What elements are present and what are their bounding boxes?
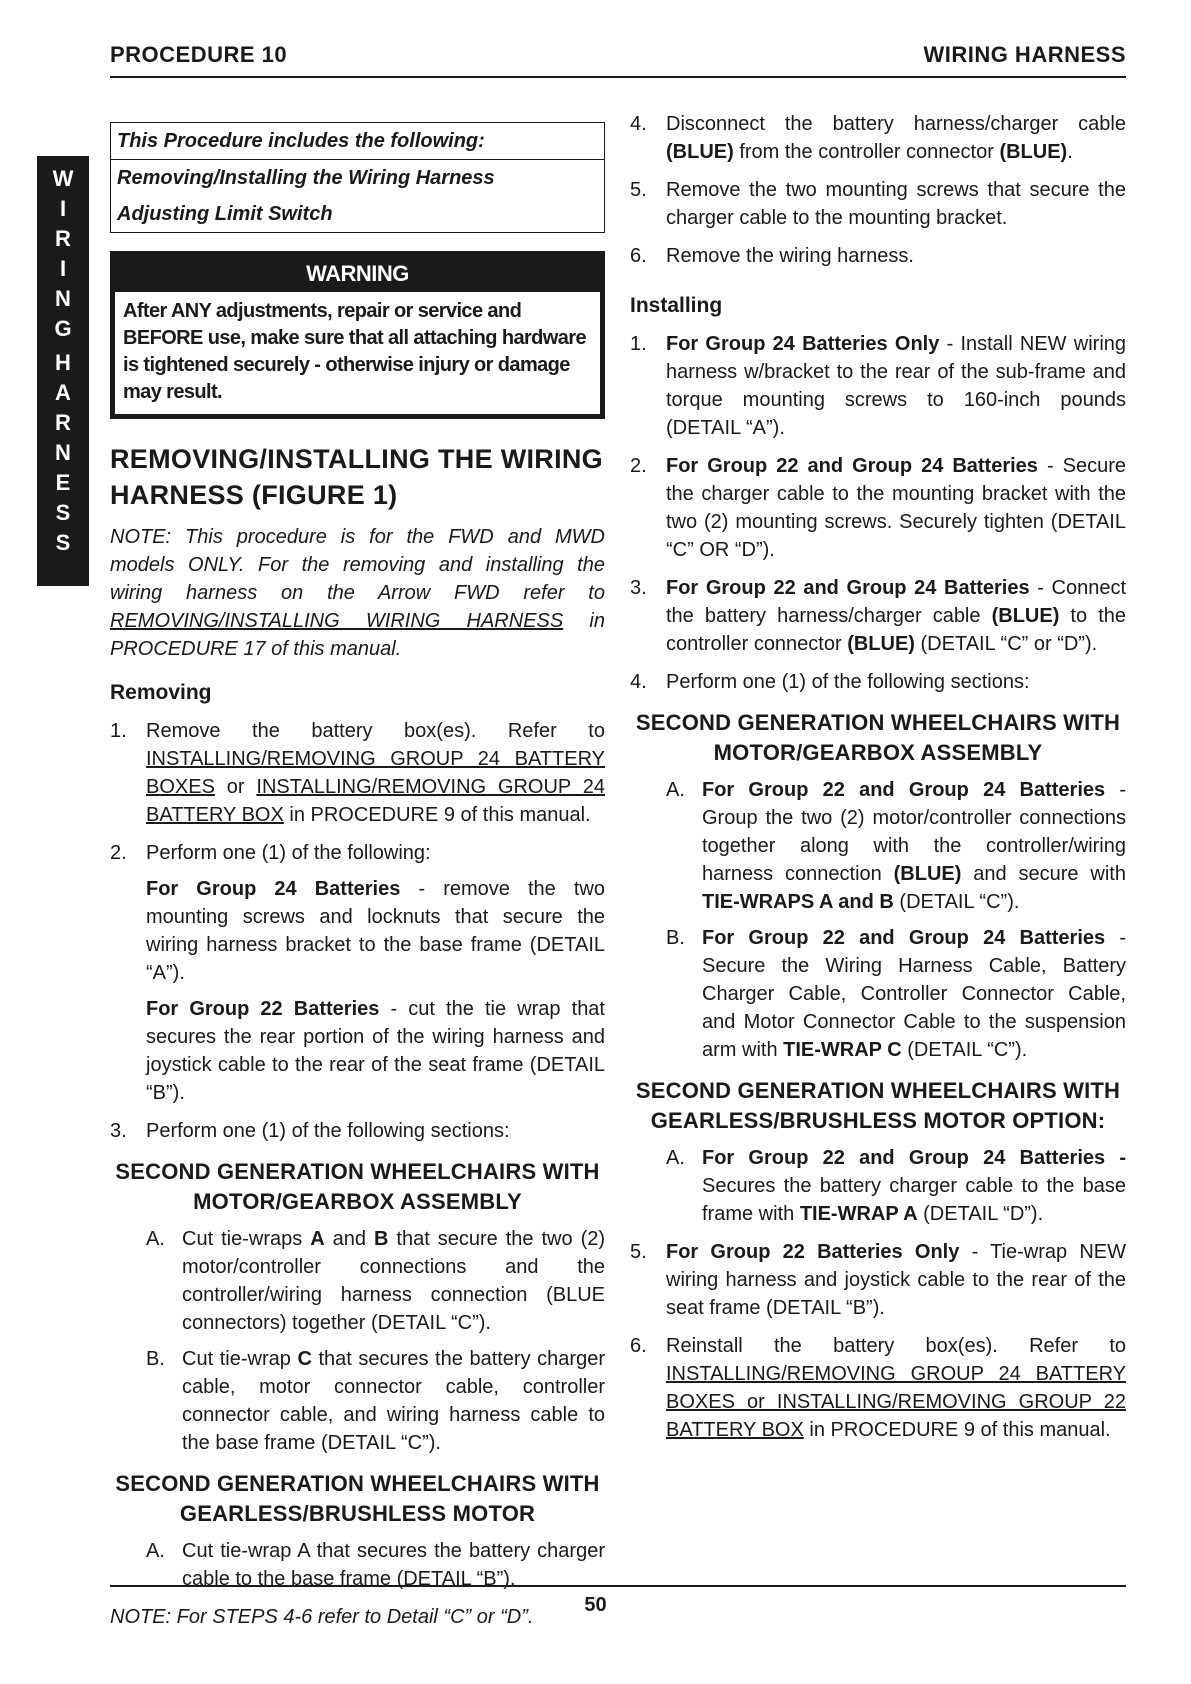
installing-step: 1. For Group 24 Batteries Only - Install NEW wiring harness w/bracket to the rear of the sub-frame and torque mounting screws to 160-inch pounds (DETAIL “A”). — [630, 333, 1127, 439]
includes-box — [110, 122, 605, 233]
section-note: NOTE: This procedure is for the FWD and MWD models ONLY. For the removing and installing the wiring harness on the Arrow FWD refer to REMOVING/INSTALLING WIRING HARNESS in PROCEDURE 17 of this manual. — [110, 526, 605, 660]
steps-note: NOTE: For STEPS 4-6 refer to Detail “C” or “D”. — [110, 1606, 534, 1628]
warning-body: After ANY adjustments, repair or service and BEFORE use, make sure that all attaching hardware is tightened securely - otherwise injury or damage may result. — [123, 300, 586, 403]
includes-title: This Procedure includes the following: — [111, 123, 604, 160]
side-tab-letter: S — [55, 530, 71, 555]
includes-item: Removing/Installing the Wiring Harness — [117, 167, 495, 189]
side-tab-letter: G — [54, 316, 72, 341]
link-reinstall-battery-box[interactable]: INSTALLING/REMOVING GROUP 24 BATTERY BOXES or INSTALLING/REMOVING GROUP 22 BATTERY BOX — [666, 1363, 1126, 1441]
installing-step: 5. For Group 22 Batteries Only - Tie-wrap NEW wiring harness and joystick cable to the rear of the seat frame (DETAIL “B”). — [630, 1241, 1127, 1319]
installing-step: 3. For Group 22 and Group 24 Batteries - Connect the battery harness/charger cable (BLUE) to the controller connector (BLUE) (DETAIL “C” or “D”). — [630, 577, 1126, 655]
side-tab-letter: N — [55, 440, 71, 465]
installing-step: 4. Perform one (1) of the following sections: — [630, 671, 1030, 693]
side-tab-letter: S — [55, 500, 71, 525]
side-tab-letter: W — [52, 166, 74, 191]
removing-step: 3. Perform one (1) of the following sections: — [110, 1120, 510, 1142]
substep: A. Cut tie-wraps A and B that secure the two (2) motor/controller connections and the controller/wiring harness connection (BLUE connectors) together (DETAIL “C”). — [146, 1228, 606, 1334]
substep: A. Cut tie-wrap A that secures the battery charger cable to the base frame (DETAIL “B”). — [146, 1540, 605, 1590]
side-tab-letter: I — [59, 196, 67, 221]
removing-step: 2. Perform one (1) of the following: For Group 24 Batteries - remove the two mounting screws and locknuts that secure the wiring harness bracket to the base frame (DETAIL “A”). For Group 22 Batteries - cut the tie wrap that secures the rear portion of the wiring harness and joystick cable to the rear of the seat frame (DETAIL “B”). — [110, 842, 605, 1104]
page-number: 50 — [584, 1594, 607, 1616]
procedure-label: PROCEDURE 10 — [110, 42, 288, 67]
removing-step: 5. Remove the two mounting screws that secure the charger cable to the mounting bracket. — [630, 179, 1126, 229]
includes-item: Adjusting Limit Switch — [117, 203, 333, 225]
removing-step: 6. Remove the wiring harness. — [630, 245, 914, 267]
substep: B. For Group 22 and Group 24 Batteries - Secure the Wiring Harness Cable, Battery Charger Cable, Controller Connector Cable, and Motor Connector Cable to the suspension arm with TIE-WRAP C (DETAIL “C”). — [666, 927, 1126, 1061]
side-tab-letter: R — [55, 226, 71, 251]
installing-step: 2. For Group 22 and Group 24 Batteries - Secure the charger cable to the mounting bracket with the two (2) mounting screws. Securely tighten (DETAIL “C” OR “D”). — [630, 455, 1126, 561]
side-tab-letter: H — [55, 350, 71, 375]
left-column — [110, 110, 605, 1631]
side-tab-letter: R — [55, 410, 71, 435]
substep: A. For Group 22 and Group 24 Batteries - Group the two (2) motor/controller connections together along with the controller/wiring harness connection (BLUE) and secure with TIE-WRAPS A and B (DETAIL “C”). — [666, 779, 1126, 913]
side-tab-letter: I — [59, 256, 67, 281]
substep: B. Cut tie-wrap C that secures the battery charger cable, motor connector cable, controller connector cable, and wiring harness cable to the base frame (DETAIL “C”). — [146, 1348, 605, 1454]
substep: A. For Group 22 and Group 24 Batteries - Secures the battery charger cable to the base frame with TIE-WRAP A (DETAIL “D”). — [666, 1147, 1126, 1225]
gen-heading: SECOND GENERATION WHEELCHAIRS WITH MOTOR/GEARBOX ASSEMBLY — [635, 710, 1121, 765]
installing-step: 6. Reinstall the battery box(es). Refer to INSTALLING/REMOVING GROUP 24 BATTERY BOXES or INSTALLING/REMOVING GROUP 22 BATTERY BOX in PROCEDURE 9 of this manual. — [630, 1335, 1126, 1441]
link-battery-boxes[interactable]: INSTALLING/REMOVING GROUP 24 BATTERY BOXES — [146, 748, 605, 798]
link-battery-box[interactable]: INSTALLING/REMOVING GROUP 24 BATTERY BOX — [146, 776, 605, 826]
footer-divider — [110, 1585, 1126, 1587]
gen-heading: SECOND GENERATION WHEELCHAIRS WITH GEARLESS/BRUSHLESS MOTOR — [115, 1471, 600, 1526]
right-column — [630, 110, 1126, 1444]
removing-step: 4. Disconnect the battery harness/charger cable (BLUE) from the controller connector (BLUE). — [630, 113, 1126, 163]
header-title: WIRING HARNESS — [923, 42, 1126, 67]
side-tab-letter: N — [55, 286, 71, 311]
gen-heading: SECOND GENERATION WHEELCHAIRS WITH GEARLESS/BRUSHLESS MOTOR OPTION: — [635, 1078, 1121, 1133]
side-tab-letter: E — [55, 470, 71, 495]
gen-heading: SECOND GENERATION WHEELCHAIRS WITH MOTOR/GEARBOX ASSEMBLY — [115, 1159, 600, 1214]
warning-box — [110, 251, 605, 419]
removing-heading: Removing — [110, 681, 212, 704]
side-tab-letter: A — [55, 380, 71, 405]
section-heading: REMOVING/INSTALLING THE WIRING HARNESS (FIGURE 1) — [110, 444, 603, 510]
page-header — [110, 42, 1126, 78]
removing-step: 1. Remove the battery box(es). Refer to INSTALLING/REMOVING GROUP 24 BATTERY BOXES or INSTALLING/REMOVING GROUP 24 BATTERY BOX in PROCEDURE 9 of this manual. — [110, 720, 605, 826]
side-tab — [37, 156, 89, 586]
note-link[interactable]: REMOVING/INSTALLING WIRING HARNESS — [110, 610, 564, 632]
warning-title: WARNING — [115, 256, 600, 292]
installing-heading: Installing — [630, 294, 723, 317]
